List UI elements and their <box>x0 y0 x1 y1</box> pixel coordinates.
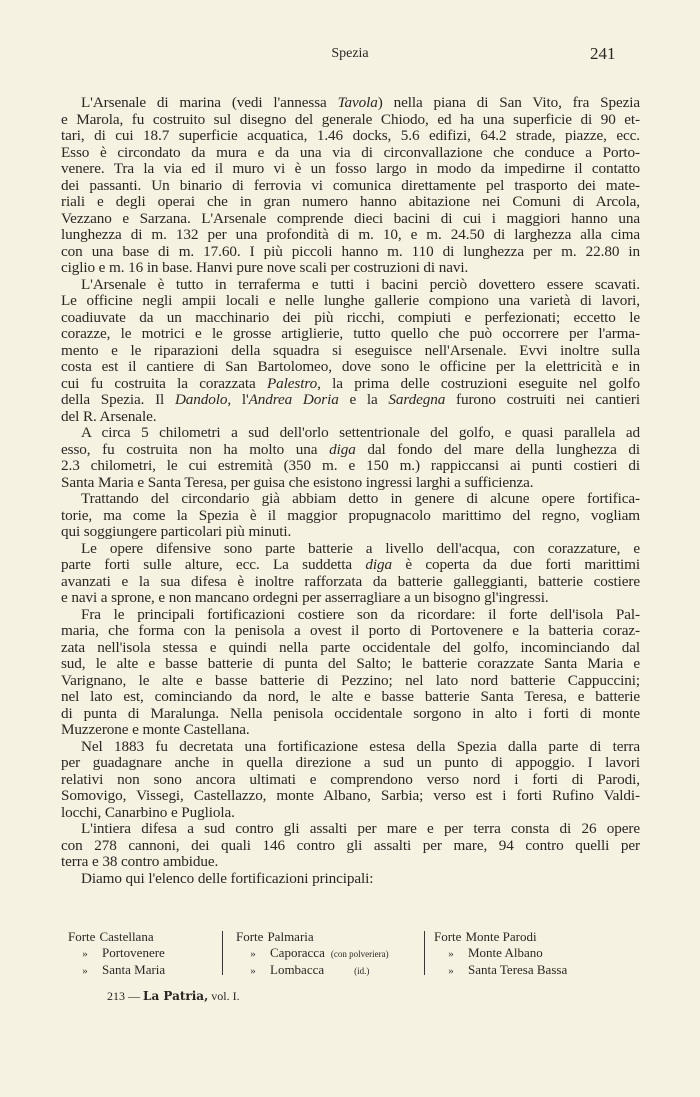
entry-prefix: Forte <box>68 929 96 944</box>
text-line: parte forti sulle alture, ecc. La suddetta diga è coperta da due forti marittimi <box>61 556 640 573</box>
text-line: del R. Arsenale. <box>61 407 157 425</box>
text-line: con 278 cannoni, dei quali 146 contro gli assalti per mare, 94 contro quelli per <box>61 836 640 854</box>
text-line: Somovigo, Vissegi, Castellazzo, monte Albano, Sarbia; verso est i forti Rufino Valdi- <box>61 787 640 804</box>
text-line: lunghezza di m. 132 per una profondità di m. 10, e m. 24.50 di larghezza alla cima <box>61 226 640 243</box>
fortification-entry <box>236 962 389 980</box>
text-line: coadiuvate da un macchinario dei più ricchi, compiuti e perfezionati; eccetto le <box>61 308 640 326</box>
text-line: L'Arsenale di marina (vedi l'annessa Tavola) nella piana di San Vito, fra Spezia <box>81 94 640 111</box>
text-line: L'Arsenale è tutto in terraferma e tutti i bacini perciò dovettero essere scavati. <box>81 275 640 293</box>
text-line: nel lato est, cominciando da nord, le alte e basse batterie Santa Teresa, e batterie <box>61 688 640 705</box>
italic-term: Dandolo <box>174 391 228 408</box>
running-header-title: Spezia <box>331 46 369 61</box>
text-line: relativi non sono ancora ultimati e comprendono verso nord i forti di Parodi, <box>61 770 640 788</box>
text-line: di punta di Maralunga. Nella penisola occidentale sorgono in alto i forti di monte <box>61 704 640 722</box>
entry-name: Santa Teresa Bassa <box>468 962 568 977</box>
column-divider <box>222 931 223 975</box>
text-line: Santa Maria e Santa Teresa, per guisa che esistono ingressi larghi a sufficienza. <box>61 473 534 491</box>
italic-term: Palestro <box>266 374 318 392</box>
entry-prefix: » <box>250 965 256 977</box>
text-line: L'intiera difesa a sud contro gli assalti per mare e per terra consta di 26 opere <box>81 820 640 837</box>
text-line: sud, le alte e basse batterie di punta del Salto; le batterie corazzate Santa Maria e <box>61 655 640 672</box>
fortification-entry <box>68 929 165 945</box>
text-line: tari, di cui 18.7 superficie acquatica, 1.46 docks, 5.6 edifizi, 64.2 strade, piazze, ecc. <box>61 127 640 144</box>
text-line: venere. Tra la via ed il muro vi è un fosso largo in modo da impedirne il contatto <box>61 160 640 177</box>
text-line: A circa 5 chilometri a sud dell'orlo settentrionale del golfo, e quasi parallela ad <box>81 424 640 441</box>
text-line: 2.3 chilometri, le cui estremità (350 m. e 150 m.) rappiccansi ai punti costieri di <box>61 457 640 474</box>
text-line: con una base di m. 17.60. I più piccoli hanno m. 110 di lunghezza per m. 22.80 in <box>61 242 640 260</box>
text-line: della Spezia. Il Dandolo, l'Andrea Doria e la Sardegna furono costruiti nei cantieri <box>61 391 641 408</box>
text-line: e Marola, fu costruito sul disegno del generale Chiodo, ed ha una superficie di 90 et- <box>61 110 640 128</box>
fortifications-column <box>68 929 165 980</box>
text-line: locchi, Canarbino e Pugliola. <box>61 803 235 821</box>
fortification-entry <box>236 929 389 945</box>
text-line: mento e le riparazioni della squadra si eseguisce nell'Arsenale. Evvi inoltre sulla <box>61 341 640 359</box>
entry-name: Palmaria <box>267 929 314 944</box>
text-line: dei passanti. Un binario di ferrovia vi comunica direttamente pel trasporto dei mate- <box>61 176 640 194</box>
text-line: ciglio e m. 16 in base. Hanvi pure nove scali per costruzioni di navi. <box>61 259 469 276</box>
text-line: riali e degli operai che in gran numero hanno abitazione nei Comuni di Arcola, <box>61 193 640 210</box>
entry-prefix: » <box>448 947 454 960</box>
text-line: Muzzerone e monte Castellana. <box>61 721 250 738</box>
text-line: cui fu costruita la corazzata Palestro, la prima delle costruzioni eseguite nel golfo <box>61 374 640 392</box>
fortification-entry <box>434 945 567 963</box>
entry-prefix: » <box>82 947 88 960</box>
text-line: esso, fu costruita non ha molto una diga dal fondo del mare della lunghezza di <box>61 440 640 458</box>
entry-prefix: » <box>448 965 454 977</box>
text-line: corazze, le motrici e le grosse artiglierie, tutto quello che può occorrere per l'arma- <box>61 325 640 342</box>
fortification-entry <box>68 945 165 963</box>
fortification-entry <box>236 945 389 963</box>
text-line: Esso è circondato da mura e da una via di circonvallazione che conduce a Porto- <box>61 143 640 161</box>
entry-name: Monte Albano <box>468 944 543 960</box>
text-line: qui soggiungere particolari più minuti. <box>61 523 292 540</box>
text-line: Fra le principali fortificazioni costiere son da ricordare: il forte dell'isola Pal- <box>81 605 640 623</box>
italic-term: Tavola <box>337 94 378 111</box>
text-line: Vezzano e Sarzana. L'Arsenale comprende dieci bacini di cui i maggiori hanno una <box>61 209 640 227</box>
italic-term: Sardegna <box>388 391 446 408</box>
entry-name: Santa Maria <box>102 962 166 977</box>
entry-note: (con polveriera) <box>330 948 389 959</box>
text-line: per guadagnare anche in quella direzione a sud un punto di appoggio. I lavori <box>61 754 640 771</box>
italic-term: diga <box>329 440 356 458</box>
italic-term: diga <box>365 556 392 573</box>
entry-prefix: Forte <box>236 929 264 944</box>
entry-note: (id.) <box>354 966 370 976</box>
text-line: Nel 1883 fu decretata una fortificazione estesa della Spezia dalla parte di terra <box>81 737 640 755</box>
entry-name: Lombacca <box>270 962 325 977</box>
fortification-entry <box>434 929 567 945</box>
body-text <box>61 95 640 887</box>
entry-prefix: » <box>82 965 88 977</box>
footer-signature <box>107 989 240 1004</box>
text-line: maria, che forma con la penisola a ovest il porto di Portovenere e la batteria coraz- <box>61 622 640 639</box>
entry-prefix: » <box>250 947 256 960</box>
publication-title: La Patria, <box>143 989 209 1003</box>
signature-number: 213 <box>107 989 125 1003</box>
fortifications-column <box>236 929 389 980</box>
italic-term: Andrea Doria <box>248 391 339 408</box>
entry-name: Caporacca <box>270 944 325 960</box>
fortifications-column <box>434 929 567 980</box>
text-line: zata nell'isola stessa e quindi nella parte occidentale del golfo, incominciando dal <box>61 638 640 656</box>
page-number: 241 <box>590 44 616 63</box>
text-line: avanzati e la sua difesa è inoltre rafforzata da batterie galleggianti, batterie costiere <box>61 572 640 590</box>
text-line: e navi a sprone, e non mancano ordegni per asserragliare a un bisogno gl'ingressi. <box>61 589 549 606</box>
entry-name: Castellana <box>99 929 154 944</box>
text-line: Le officine negli ampii locali e nelle lunghe gallerie compiono una varietà di lavori, <box>61 292 640 309</box>
entry-name: Monte Parodi <box>465 929 537 944</box>
fortification-entry <box>68 962 165 980</box>
column-divider <box>424 931 425 975</box>
text-line: terra e 38 contro ambidue. <box>61 853 219 870</box>
text-line: Le opere difensive sono parte batterie a livello dell'acqua, con corazzature, e <box>81 539 640 557</box>
entry-name: Portovenere <box>102 944 165 960</box>
text-line: Diamo qui l'elenco delle fortificazioni principali: <box>81 869 374 887</box>
text-line: Varignano, le alte e basse batterie di Pezzino; nel lato nord batterie Cappuccini; <box>61 671 640 689</box>
entry-prefix: Forte <box>434 929 462 944</box>
text-line: Trattando del circondario già abbiam detto in genere di alcune opere fortifica- <box>81 490 640 507</box>
volume-label: vol. I. <box>211 989 240 1003</box>
text-line: torie, ma come la Spezia è il maggior propugnacolo marittimo del regno, vogliam <box>61 506 640 524</box>
signature-dash: — <box>128 989 140 1003</box>
fortification-entry <box>434 962 567 980</box>
text-line: costa est il cantiere di San Bartolomeo, dove sono le officine per la elettricità e in <box>61 358 640 375</box>
